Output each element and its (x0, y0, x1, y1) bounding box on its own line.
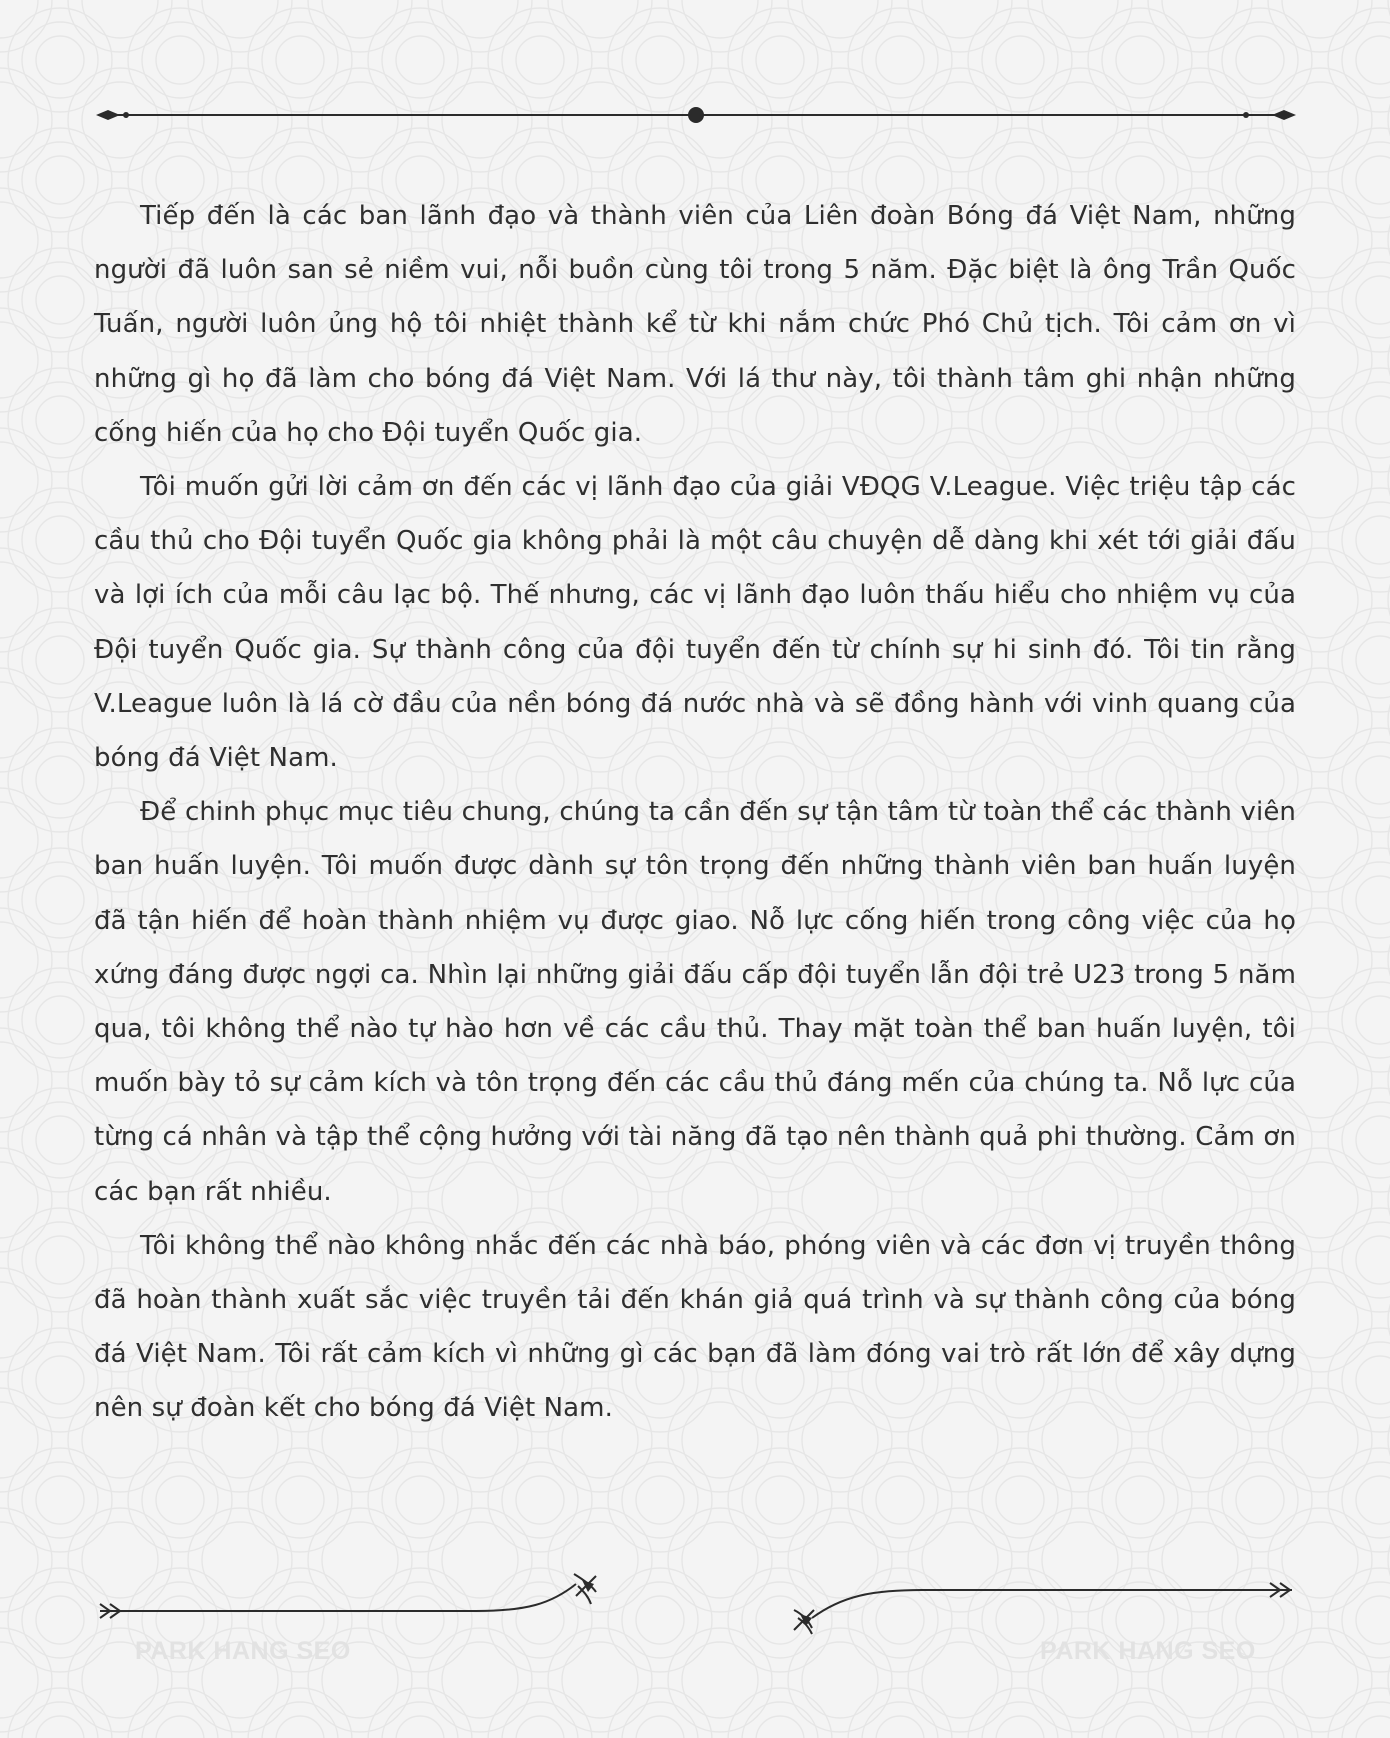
paragraph-3: Để chinh phục mục tiêu chung, chúng ta cần đến sự tận tâm từ toàn thể các thành viên ban huấn luyện. Tôi muốn được dành sự tôn trọng đến những thành viên ban huấn luyện đã tận hiến để hoàn thành nhiệm vụ được giao. Nỗ lực cống hiến trong công việc của họ xứng đáng được ngợi ca. Nhìn lại những giải đấu cấp đội tuyển lẫn đội trẻ U23 trong 5 năm qua, tôi không thể nào tự hào hơn về các cầu thủ. Thay mặt toàn thể ban huấn luyện, tôi muốn bày tỏ sự cảm kích và tôn trọng đến các cầu thủ đáng mến của chúng ta. Nỗ lực của từng cá nhân và tập thể cộng hưởng với tài năng đã tạo nên thành quả phi thường. Cảm ơn các bạn rất nhiều. (94, 797, 1296, 1207)
paragraph-2: Tôi muốn gửi lời cảm ơn đến các vị lãnh đạo của giải VĐQG V.League. Việc triệu tập các cầu thủ cho Đội tuyển Quốc gia không phải là một câu chuyện dễ dàng khi xét tới giải đấu và lợi ích của mỗi câu lạc bộ. Thế nhưng, các vị lãnh đạo luôn thấu hiểu cho nhiệm vụ của Đội tuyển Quốc gia. Sự thành công của đội tuyển đến từ chính sự hi sinh đó. Tôi tin rằng V.League luôn là lá cờ đầu của nền bóng đá nước nhà và sẽ đồng hành với vinh quang của bóng đá Việt Nam. (94, 472, 1296, 774)
top-divider-ornament (96, 100, 1296, 130)
watermark-author-right: PARK HANG SEO (1040, 1637, 1256, 1665)
signature-line-right-ornament (772, 1566, 1296, 1636)
paragraph-4: Tôi không thể nào không nhắc đến các nhà báo, phóng viên và các đơn vị truyền thông đã hoàn thành xuất sắc việc truyền tải đến khán giả quá trình và sự thành công của bóng đá Việt Nam. Tôi rất cảm kích vì những gì các bạn đã làm đóng vai trò rất lớn để xây dựng nên sự đoàn kết cho bóng đá Việt Nam. (94, 1230, 1296, 1424)
signature-line-left-ornament (96, 1566, 616, 1636)
letter-body (94, 189, 1296, 1436)
paragraph-1: Tiếp đến là các ban lãnh đạo và thành viên của Liên đoàn Bóng đá Việt Nam, những người đã luôn san sẻ niềm vui, nỗi buồn cùng tôi trong 5 năm. Đặc biệt là ông Trần Quốc Tuấn, người luôn ủng hộ tôi nhiệt thành kể từ khi nắm chức Phó Chủ tịch. Tôi cảm ơn vì những gì họ đã làm cho bóng đá Việt Nam. Với lá thư này, tôi thành tâm ghi nhận những cống hiến của họ cho Đội tuyển Quốc gia. (94, 201, 1296, 448)
watermark-author-left: PARK HANG SEO (135, 1637, 351, 1665)
